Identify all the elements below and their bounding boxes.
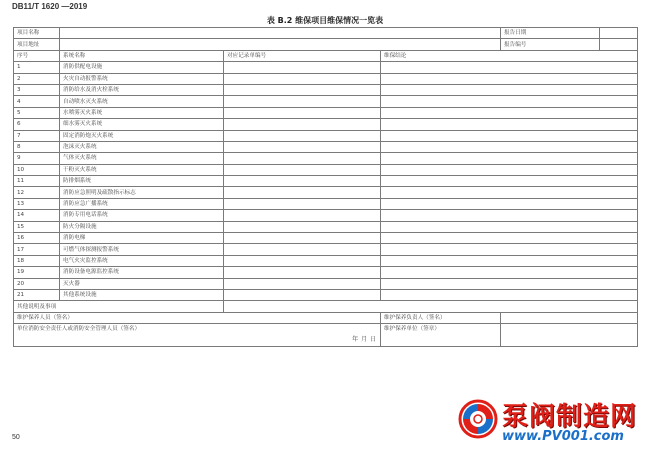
row-system-name: 可燃气体探测报警系统: [60, 244, 224, 255]
column-header-record-number: 对应记录单编号: [224, 50, 381, 61]
column-header-index: 序号: [14, 50, 60, 61]
table-row: [14, 221, 638, 232]
row-conclusion[interactable]: [381, 164, 638, 175]
row-system-name: 干粉灭火系统: [60, 164, 224, 175]
row-conclusion[interactable]: [381, 233, 638, 244]
row-conclusion[interactable]: [381, 198, 638, 209]
row-index: 17: [14, 244, 60, 255]
row-record-number[interactable]: [224, 221, 381, 232]
row-conclusion[interactable]: [381, 153, 638, 164]
row-conclusion[interactable]: [381, 221, 638, 232]
table-row: [14, 84, 638, 95]
row-record-number[interactable]: [224, 141, 381, 152]
row-index: 21: [14, 289, 60, 300]
row-index: 12: [14, 187, 60, 198]
report-number-inner: [501, 39, 637, 49]
column-header-system: 系统名称: [60, 50, 224, 61]
safety-officer-label: 单位消防安全责任人或消防安全管理人员（签名）: [17, 326, 141, 333]
table-row: [14, 73, 638, 84]
table-row: [14, 119, 638, 130]
row-conclusion[interactable]: [381, 255, 638, 266]
report-number-cell: [501, 39, 638, 50]
row-conclusion[interactable]: [381, 62, 638, 73]
row-system-name: 火灾自动报警系统: [60, 73, 224, 84]
row-index: 4: [14, 96, 60, 107]
row-index: 14: [14, 210, 60, 221]
report-date-label: 报告日期: [501, 28, 600, 38]
row-record-number[interactable]: [224, 130, 381, 141]
row-system-name: 消防应急照明及疏散指示标志: [60, 187, 224, 198]
watermark-url: www.PV001.com: [502, 429, 624, 444]
table-row: [14, 153, 638, 164]
row-record-number[interactable]: [224, 187, 381, 198]
row-index: 9: [14, 153, 60, 164]
table-row: [14, 244, 638, 255]
row-conclusion[interactable]: [381, 141, 638, 152]
row-index: 20: [14, 278, 60, 289]
watermark-title: 泵阀制造网: [502, 402, 638, 432]
row-conclusion[interactable]: [381, 187, 638, 198]
row-conclusion[interactable]: [381, 84, 638, 95]
maintenance-summary-table: [13, 27, 638, 347]
row-system-name: 防排烟系统: [60, 176, 224, 187]
row-record-number[interactable]: [224, 119, 381, 130]
table-row: [14, 233, 638, 244]
table-row: [14, 141, 638, 152]
row-conclusion[interactable]: [381, 130, 638, 141]
row-conclusion[interactable]: [381, 96, 638, 107]
project-address-value[interactable]: [60, 39, 501, 50]
table-row: [14, 255, 638, 266]
row-system-name: 气体灭火系统: [60, 153, 224, 164]
row-system-name: 消防应急广播系统: [60, 198, 224, 209]
maintenance-unit-label: 维护保养单位（签章）: [381, 324, 501, 347]
row-index: 5: [14, 107, 60, 118]
row-record-number[interactable]: [224, 267, 381, 278]
row-system-name: 消防给水及消火栓系统: [60, 84, 224, 95]
row-record-number[interactable]: [224, 255, 381, 266]
safety-officer-wrap: [17, 324, 380, 346]
row-record-number[interactable]: [224, 176, 381, 187]
row-system-name: 电气火灾监控系统: [60, 255, 224, 266]
pump-valve-logo-icon: [458, 399, 498, 439]
report-date-value[interactable]: [600, 28, 638, 38]
row-record-number[interactable]: [224, 210, 381, 221]
row-system-name: 防火分隔设施: [60, 221, 224, 232]
maintenance-staff-row: [14, 312, 638, 323]
row-conclusion[interactable]: [381, 278, 638, 289]
row-record-number[interactable]: [224, 62, 381, 73]
row-record-number[interactable]: [224, 107, 381, 118]
report-number-label: 报告编号: [501, 39, 600, 49]
signature-date: 年 月 日: [352, 336, 376, 344]
row-record-number[interactable]: [224, 96, 381, 107]
project-name-label: 项目名称: [14, 28, 60, 39]
project-name-row: [14, 28, 638, 39]
row-record-number[interactable]: [224, 289, 381, 300]
other-notes-value[interactable]: [224, 301, 638, 312]
row-system-name: 消防供配电设施: [60, 62, 224, 73]
table-row: [14, 289, 638, 300]
row-index: 7: [14, 130, 60, 141]
row-record-number[interactable]: [224, 244, 381, 255]
standard-code: DB11/T 1620 —2019: [12, 2, 88, 11]
maintenance-lead-signature[interactable]: [501, 312, 638, 323]
row-system-name: 细水雾灭火系统: [60, 119, 224, 130]
table-row: [14, 278, 638, 289]
row-record-number[interactable]: [224, 198, 381, 209]
maintenance-unit-stamp[interactable]: [501, 324, 638, 347]
system-rows: [14, 62, 638, 301]
row-conclusion[interactable]: [381, 244, 638, 255]
table-row: [14, 198, 638, 209]
safety-officer-cell[interactable]: [14, 324, 381, 347]
table-row: [14, 187, 638, 198]
maintenance-lead-label: 维护保养负责人（签名）: [381, 312, 501, 323]
row-record-number[interactable]: [224, 84, 381, 95]
row-index: 1: [14, 62, 60, 73]
other-notes-row: [14, 301, 638, 312]
table-row: [14, 107, 638, 118]
row-conclusion[interactable]: [381, 176, 638, 187]
table-row: [14, 164, 638, 175]
row-record-number[interactable]: [224, 164, 381, 175]
maintenance-staff-label[interactable]: 维护保养人员（签名）: [14, 312, 381, 323]
project-address-row: [14, 39, 638, 50]
row-index: 10: [14, 164, 60, 175]
row-index: 11: [14, 176, 60, 187]
row-system-name: 灭火器: [60, 278, 224, 289]
row-system-name: 水喷雾灭火系统: [60, 107, 224, 118]
report-date-inner: [501, 28, 637, 38]
row-conclusion[interactable]: [381, 210, 638, 221]
row-index: 8: [14, 141, 60, 152]
report-date-cell: [501, 28, 638, 39]
row-index: 15: [14, 221, 60, 232]
row-index: 19: [14, 267, 60, 278]
table-title: 表 B.2 维保项目维保情况一览表: [266, 16, 384, 25]
safety-officer-row: [14, 324, 638, 347]
report-number-value[interactable]: [600, 39, 638, 49]
row-system-name: 消防设备电源监控系统: [60, 267, 224, 278]
table-row: [14, 62, 638, 73]
row-index: 18: [14, 255, 60, 266]
row-system-name: 其他系统设施: [60, 289, 224, 300]
column-header-row: [14, 50, 638, 61]
other-notes-label: 其他说明及事项: [14, 301, 224, 312]
row-record-number[interactable]: [224, 278, 381, 289]
table-row: [14, 130, 638, 141]
row-conclusion[interactable]: [381, 73, 638, 84]
row-system-name: 自动喷水灭火系统: [60, 96, 224, 107]
row-system-name: 固定消防炮灭火系统: [60, 130, 224, 141]
row-system-name: 泡沫灭火系统: [60, 141, 224, 152]
row-index: 3: [14, 84, 60, 95]
row-index: 6: [14, 119, 60, 130]
project-address-label: 项目地址: [14, 39, 60, 50]
table-row: [14, 96, 638, 107]
row-record-number[interactable]: [224, 73, 381, 84]
project-name-value[interactable]: [60, 28, 501, 39]
column-header-conclusion: 维保结论: [381, 50, 638, 61]
table-row: [14, 176, 638, 187]
row-conclusion[interactable]: [381, 107, 638, 118]
row-record-number[interactable]: [224, 233, 381, 244]
row-index: 16: [14, 233, 60, 244]
row-index: 13: [14, 198, 60, 209]
row-record-number[interactable]: [224, 153, 381, 164]
page-number: 50: [12, 434, 20, 441]
watermark: [458, 398, 648, 446]
row-index: 2: [14, 73, 60, 84]
table-row: [14, 267, 638, 278]
row-conclusion[interactable]: [381, 119, 638, 130]
row-system-name: 消防电梯: [60, 233, 224, 244]
table-row: [14, 210, 638, 221]
row-conclusion[interactable]: [381, 267, 638, 278]
row-system-name: 消防专用电话系统: [60, 210, 224, 221]
row-conclusion[interactable]: [381, 289, 638, 300]
